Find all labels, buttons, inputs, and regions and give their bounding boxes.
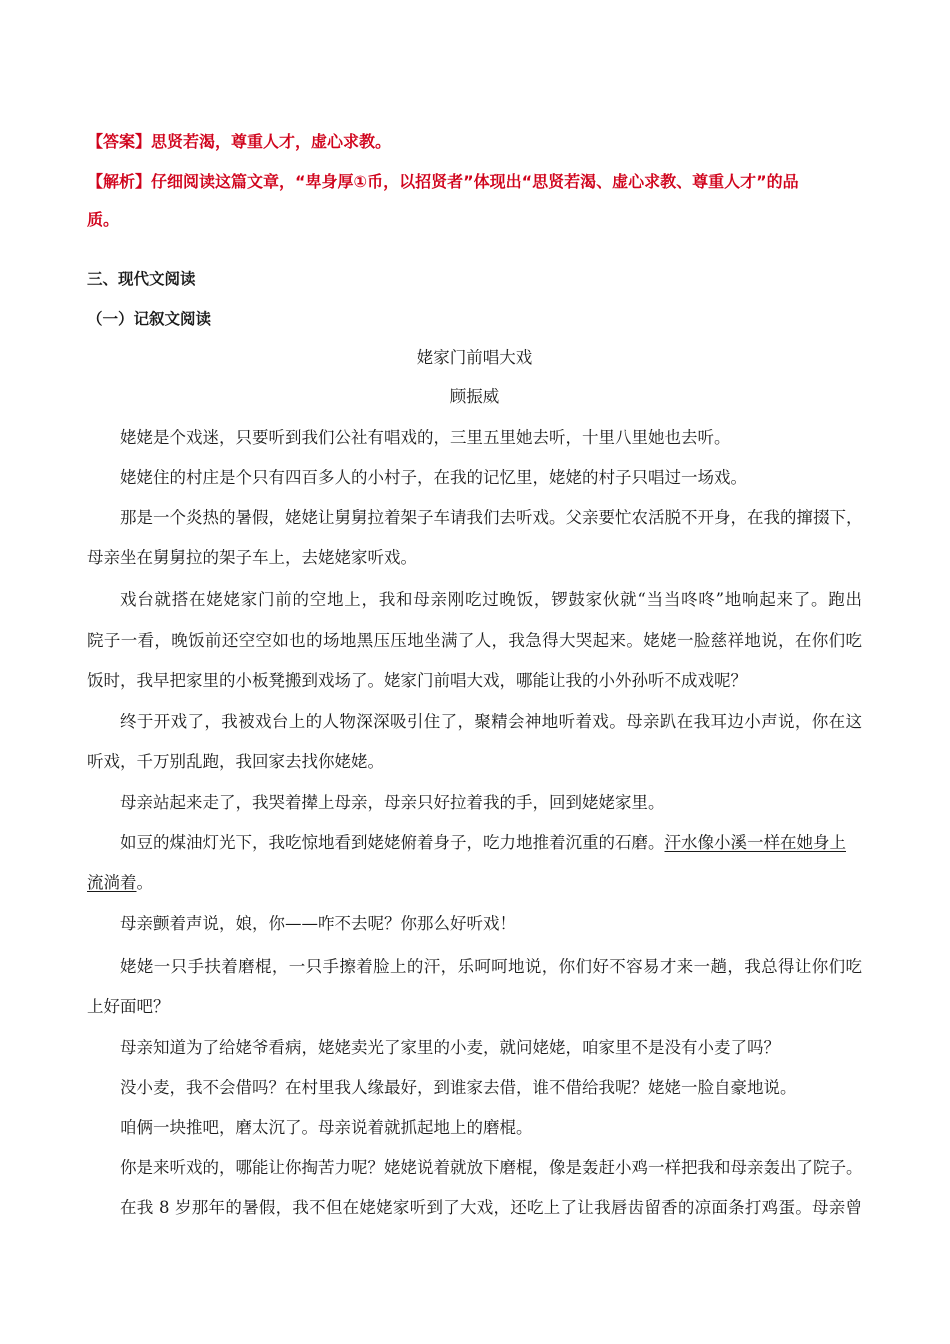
article-author: 顾振威: [449, 387, 500, 406]
analysis-line-2: 质。: [87, 210, 120, 229]
underlined-sentence-part-2: 流淌着: [87, 873, 137, 892]
paragraph-4-line-1: 戏台就搭在姥姥家门前的空地上，我和母亲刚吃过晚饭，锣鼓家伙就“当当咚咚”地响起来了。跑出: [120, 590, 862, 609]
analysis-text: 仔细阅读这篇文章，“卑身厚①币，以招贤者”体现出“思贤若渴、虚心求教、尊重人才”的品: [151, 172, 799, 191]
paragraph-1: 姥姥是个戏迷，只要听到我们公社有唱戏的，三里五里她去听，十里八里她也去听。: [120, 428, 731, 447]
paragraph-4-line-2: 院子一看，晚饭前还空空如也的场地黑压压地坐满了人，我急得大哭起来。姥姥一脸慈祥地说，在你们吃: [87, 631, 862, 650]
article-title: 姥家门前唱大戏: [416, 348, 533, 367]
paragraph-7-line-2: [87, 872, 862, 894]
paragraph-4-line-3: 饭时，我早把家里的小板凳搬到戏场了。姥家门前唱大戏，哪能让我的小外孙听不成戏呢？: [87, 671, 747, 690]
paragraph-5-line-1: 终于开戏了，我被戏台上的人物深深吸引住了，聚精会神地听着戏。母亲趴在我耳边小声说，你在这: [120, 712, 862, 731]
paragraph-9-line-1: 姥姥一只手扶着磨棍，一只手擦着脸上的汗，乐呵呵地说，你们好不容易才来一趟，我总得让你们吃: [120, 957, 862, 976]
analysis-label: 【解析】: [87, 172, 152, 191]
paragraph-6: 母亲站起来走了，我哭着撵上母亲，母亲只好拉着我的手，回到姥姥家里。: [120, 793, 665, 812]
paragraph-12: 咱俩一块推吧，磨太沉了。母亲说着就抓起地上的磨棍。: [120, 1118, 533, 1137]
paragraph-7-line-1: [120, 832, 862, 854]
paragraph-2: 姥姥住的村庄是个只有四百多人的小村子，在我的记忆里，姥姥的村子只唱过一场戏。: [120, 468, 747, 487]
paragraph-13: 你是来听戏的，哪能让你掏苦力呢？姥姥说着就放下磨棍，像是轰赶小鸡一样把我和母亲轰出了院子。: [120, 1158, 863, 1177]
answer-line: [87, 131, 862, 153]
paragraph-10: 母亲知道为了给姥爷看病，姥姥卖光了家里的小麦，就问姥姥，咱家里不是没有小麦了吗？: [120, 1038, 780, 1057]
paragraph-3-line-1: 那是一个炎热的暑假，姥姥让舅舅拉着架子车请我们去听戏。父亲要忙农活脱不开身，在我的撺掇下，: [120, 508, 863, 527]
paragraph-7-text: 如豆的煤油灯光下，我吃惊地看到姥姥俯着身子，吃力地推着沉重的石磨。: [120, 833, 665, 852]
paragraph-3-line-2: 母亲坐在舅舅拉的架子车上，去姥姥家听戏。: [87, 548, 417, 567]
paragraph-8: 母亲颤着声说，娘，你——咋不去呢？你那么好听戏！: [120, 914, 516, 933]
section-subheading: （一）记叙文阅读: [87, 310, 212, 328]
paragraph-5-line-2: 听戏，千万别乱跑，我回家去找你姥姥。: [87, 752, 384, 771]
answer-label: 【答案】: [87, 132, 152, 151]
answer-text: 思贤若渴，尊重人才，虚心求教。: [151, 132, 392, 151]
paragraph-14-line-1: 在我 8 岁那年的暑假，我不但在姥姥家听到了大戏，还吃上了让我唇齿留香的凉面条打鸡蛋。母亲曾: [120, 1198, 862, 1217]
section-heading: 三、现代文阅读: [87, 270, 196, 288]
analysis-line-1: [87, 171, 862, 193]
paragraph-9-line-2: 上好面吧？: [87, 997, 170, 1016]
paragraph-11: 没小麦，我不会借吗？在村里我人缘最好，到谁家去借，谁不借给我呢？姥姥一脸自豪地说。: [120, 1078, 797, 1097]
underlined-sentence-part-1: 汗水像小溪一样在她身上: [664, 833, 846, 852]
paragraph-7-end: 。: [136, 873, 153, 892]
